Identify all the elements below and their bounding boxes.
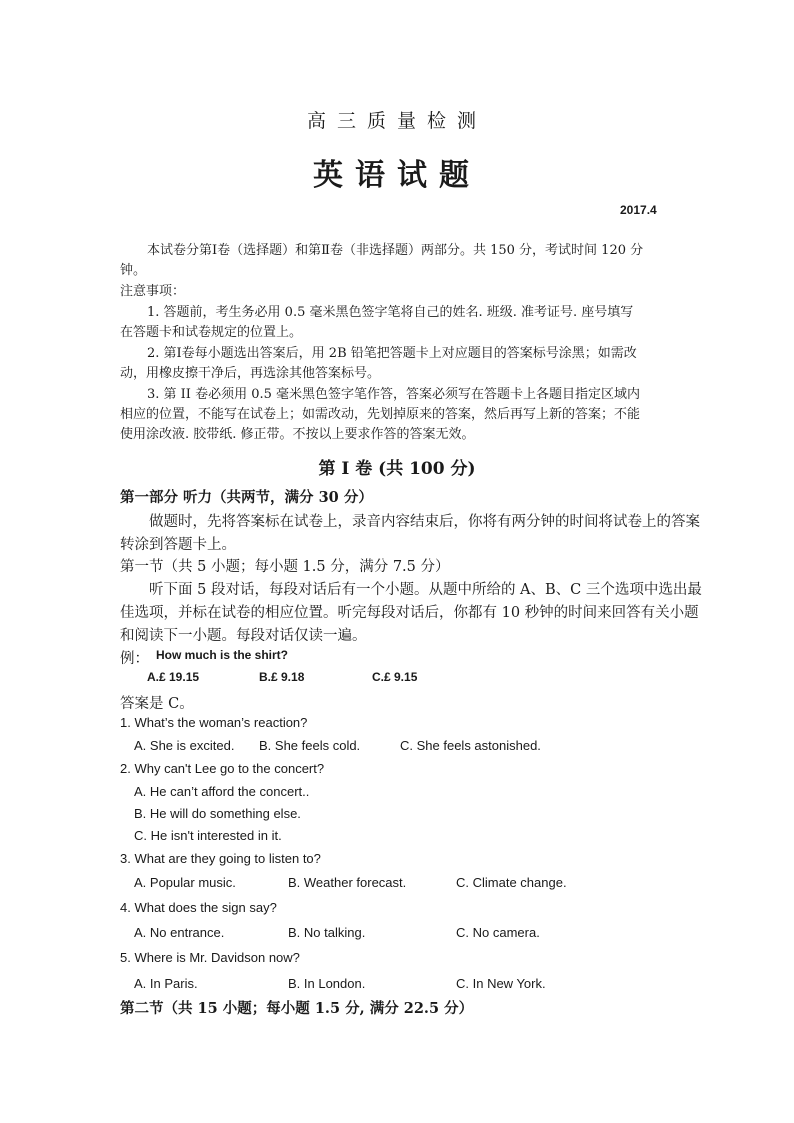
question-1-option-b: B. She feels cold.: [259, 738, 361, 753]
question-4-option-a: A. No entrance.: [134, 925, 225, 940]
example-option-b: B.£ 9.18: [259, 670, 305, 684]
note-1-line-2: 在答题卡和试卷规定的位置上。: [120, 325, 303, 340]
note-1-line-1: 1. 答题前，考生务必用 0.5 毫米黑色签字笔将自己的姓名. 班级. 准考证号. 座号填写: [147, 305, 634, 320]
notice-title: 注意事项：: [120, 284, 186, 299]
section-1-instruction-2: 佳选项，并标在试卷的相应位置。听完每段对话后，你都有 10 秒钟的时间来回答有关小题: [120, 605, 699, 621]
exam-date: 2017.4: [620, 203, 657, 217]
question-3-option-a: A. Popular music.: [134, 875, 236, 890]
question-2-option-c: C. He isn't interested in it.: [134, 828, 282, 843]
question-1-option-c: C. She feels astonished.: [400, 738, 541, 753]
example-option-c: C.£ 9.15: [372, 670, 418, 684]
question-4: 4. What does the sign say?: [120, 900, 277, 915]
question-5-option-a: A. In Paris.: [134, 976, 198, 991]
note-3-line-1: 3. 第 II 卷必须用 0.5 毫米黑色签字笔作答，答案必须写在答题卡上各题目指定区域内: [147, 387, 641, 402]
question-2: 2. Why can't Lee go to the concert?: [120, 761, 325, 776]
note-3-line-3: 使用涂改液. 胶带纸. 修正带。不按以上要求作答的答案无效。: [120, 427, 475, 442]
question-4-option-c: C. No camera.: [456, 925, 540, 940]
note-3-line-2: 相应的位置，不能写在试卷上；如需改动，先划掉原来的答案，然后再写上新的答案；不能: [120, 407, 641, 422]
part-1-instruction-2: 转涂到答题卡上。: [120, 537, 236, 553]
question-3: 3. What are they going to listen to?: [120, 851, 321, 866]
example-question: How much is the shirt?: [156, 648, 289, 662]
question-5-option-c: C. In New York.: [456, 976, 546, 991]
intro-line-1: 本试卷分第Ⅰ卷（选择题）和第Ⅱ卷（非选择题）两部分。共 150 分，考试时间 120 分: [147, 243, 644, 258]
question-2-option-a: A. He can’t afford the concert..: [134, 784, 310, 799]
question-5-option-b: B. In London.: [288, 976, 366, 991]
section-1-instruction-1: 听下面 5 段对话，每段对话后有一个小题。从题中所给的 A、B、C 三个选项中选出最: [149, 582, 702, 598]
exam-subtitle: 高三质量检测: [306, 110, 487, 132]
part-1-title: 第一部分 听力（共两节，满分 30 分）: [120, 489, 373, 506]
question-5: 5. Where is Mr. Davidson now?: [120, 950, 300, 965]
part-1-instruction-1: 做题时，先将答案标在试卷上，录音内容结束后，你将有两分钟的时间将试卷上的答案: [149, 514, 700, 530]
volume-1-title: 第 I 卷 (共 100 分): [318, 459, 476, 479]
question-1-option-a: A. She is excited.: [134, 738, 235, 753]
section-1-instruction-3: 和阅读下一小题。每段对话仅读一遍。: [120, 628, 367, 644]
intro-line-2: 钟。: [120, 263, 147, 278]
question-3-option-b: B. Weather forecast.: [288, 875, 407, 890]
example-label: 例：: [120, 651, 149, 667]
example-answer: 答案是 C。: [120, 696, 194, 712]
question-1: 1. What’s the woman’s reaction?: [120, 715, 308, 730]
note-2-line-2: 动，用橡皮擦干净后，再选涂其他答案标号。: [120, 366, 381, 381]
section-2-title: 第二节（共 15 小题；每小题 1.5 分, 满分 22.5 分）: [120, 1000, 474, 1017]
question-3-option-c: C. Climate change.: [456, 875, 567, 890]
question-4-option-b: B. No talking.: [288, 925, 366, 940]
example-option-a: A.£ 19.15: [147, 670, 200, 684]
question-2-option-b: B. He will do something else.: [134, 806, 301, 821]
section-1-title: 第一节（共 5 小题；每小题 1.5 分，满分 7.5 分）: [120, 559, 450, 575]
exam-title: 英语试题: [313, 158, 481, 193]
note-2-line-1: 2. 第Ⅰ卷每小题选出答案后，用 2B 铅笔把答题卡上对应题目的答案标号涂黑；如需改: [147, 346, 637, 361]
